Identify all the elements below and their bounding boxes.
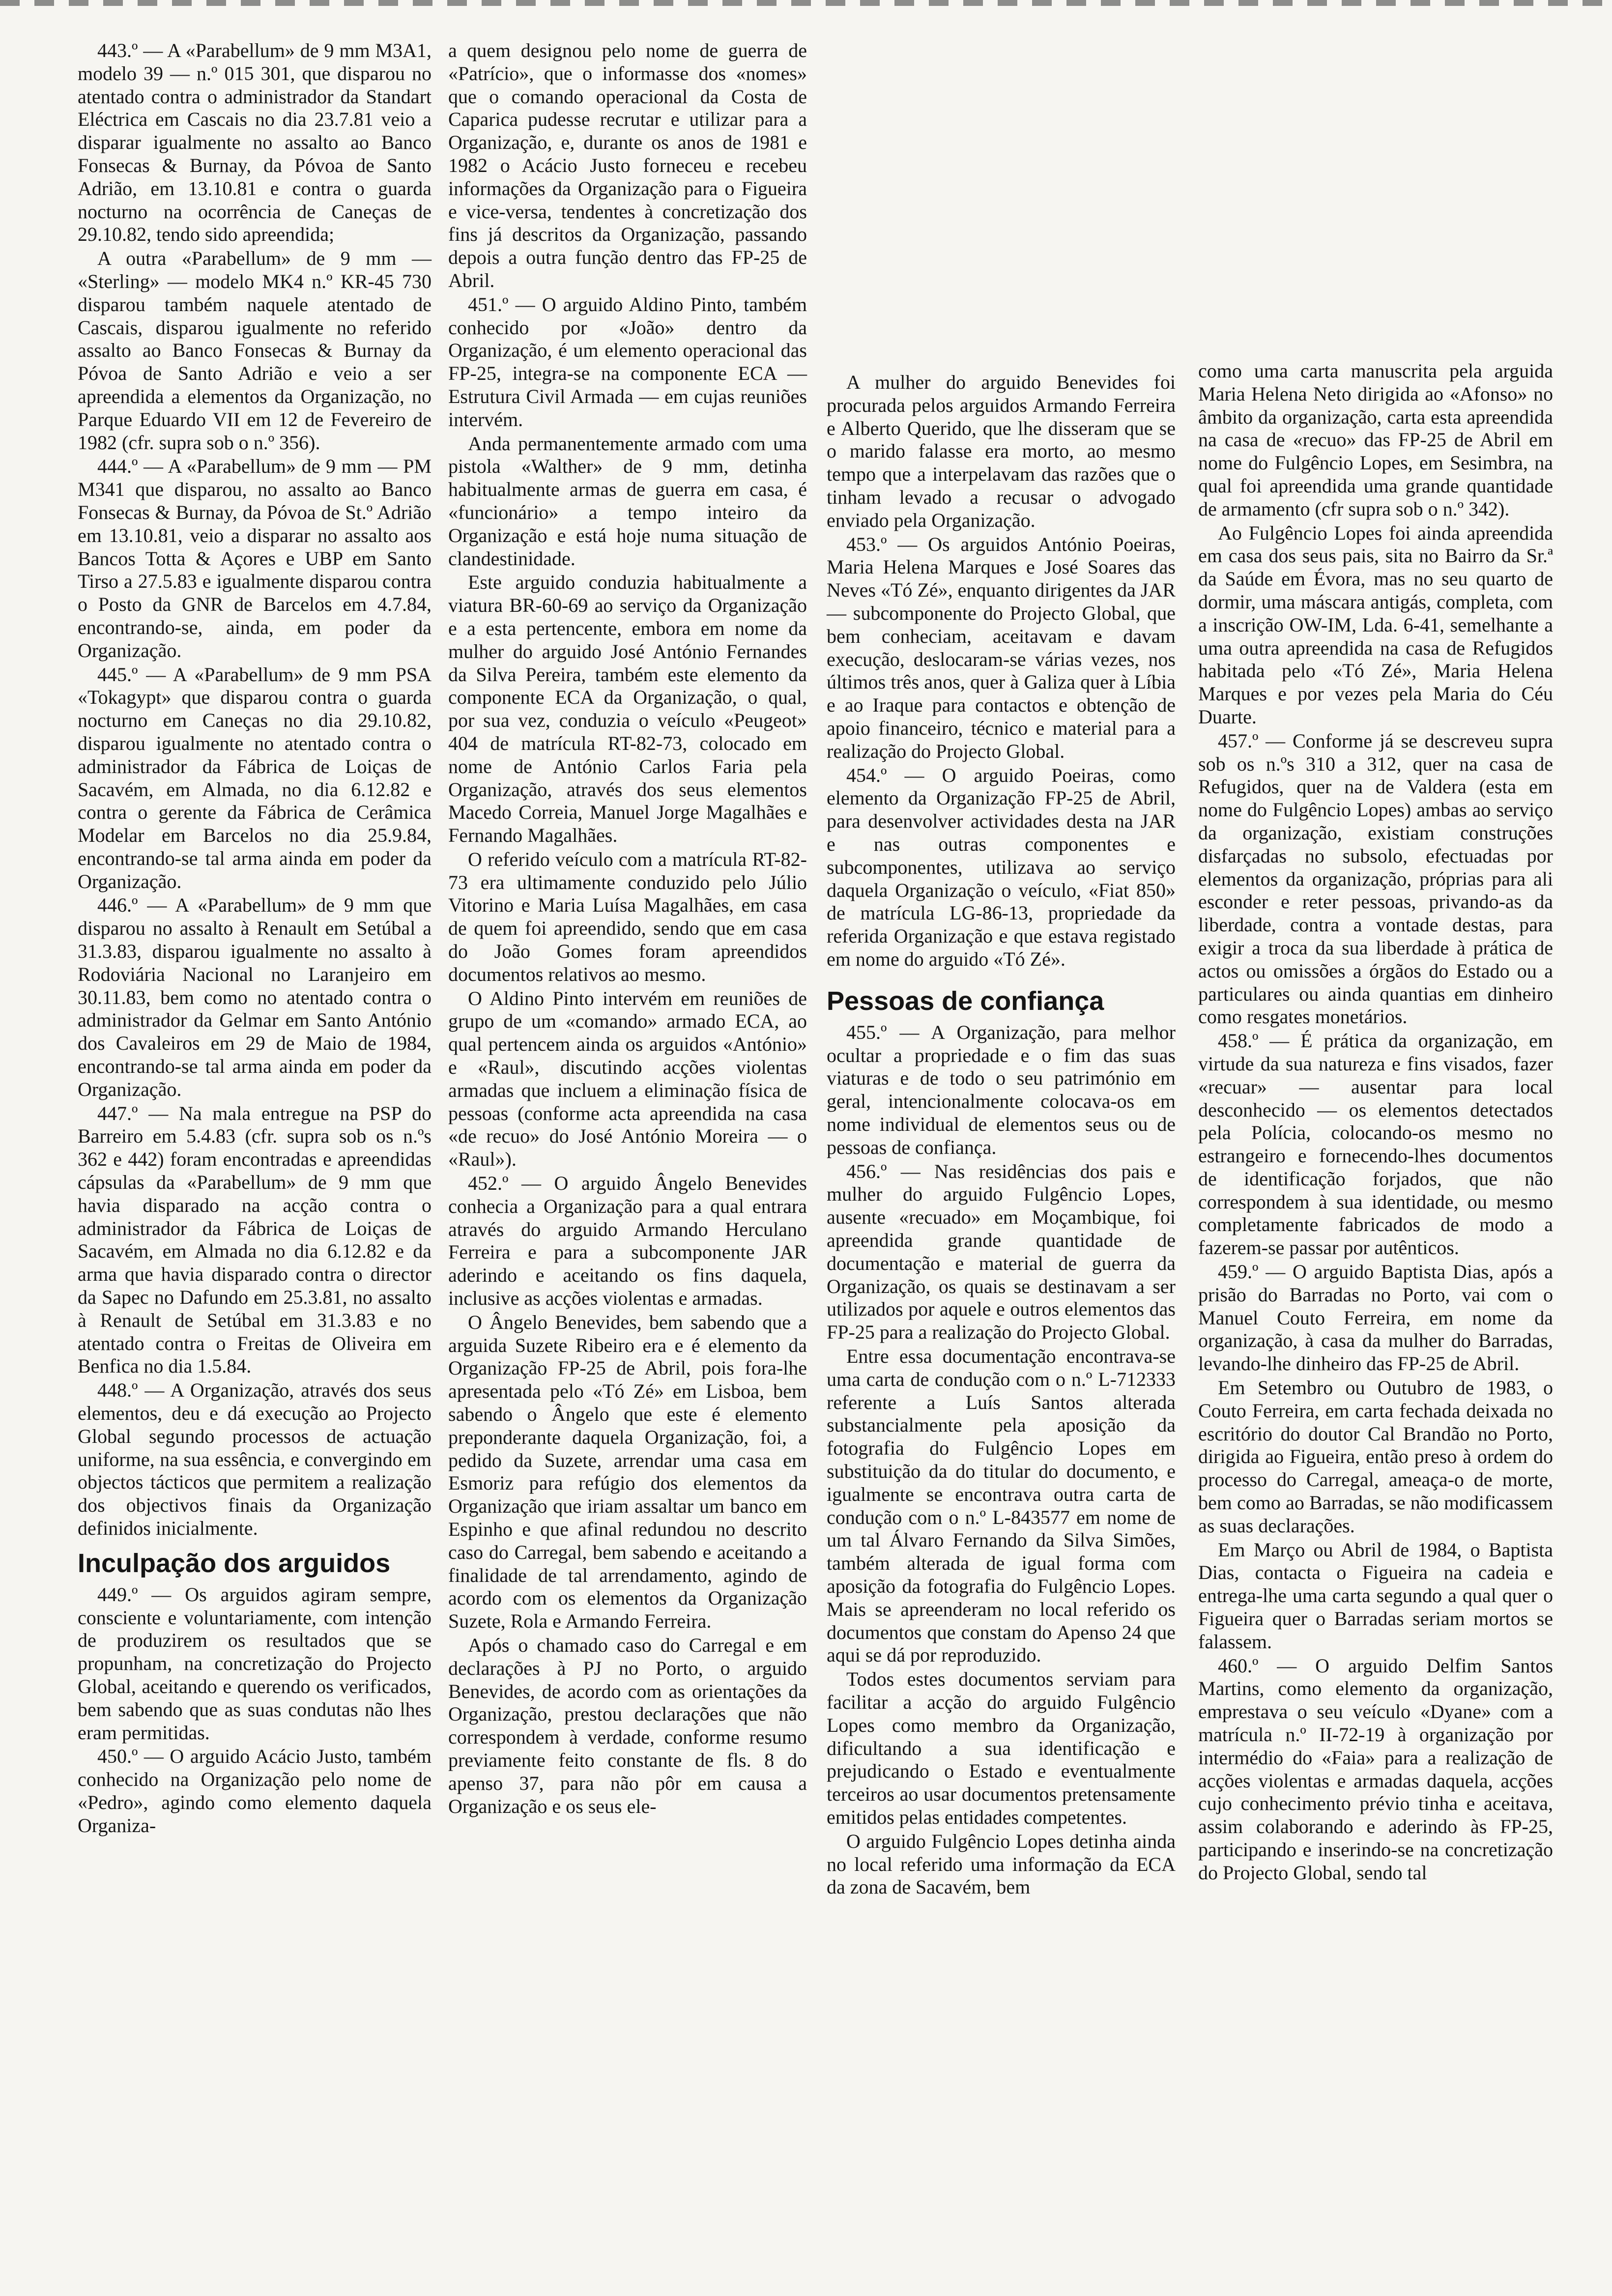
column-1 [78, 39, 432, 1837]
paragraph-456-eca: O arguido Fulgêncio Lopes detinha ainda no local referido uma informação da ECA da zona de Sacavém, bem [827, 1830, 1176, 1898]
paragraph-449: 449.º — Os arguidos agiram sempre, consciente e voluntariamente, com intenção de produzirem os resultados que se propunham, na concretização do Projecto Global, aceitando e querendo os verificados, bem sabendo que as suas condutas não lhes eram permitidas. [78, 1583, 432, 1744]
paragraph-450-continued: a quem designou pelo nome de guerra de «Patrício», que o informasse dos «nomes» que o comando operacional da Costa de Caparica pudesse recrutar e utilizar para a Organização, e, durante os anos de 1981 e 1982 o Acácio Justo forneceu e recebeu informações da Organização para o Figueira e vice-versa, tendentes à concretização dos fins já descritos da Organização, passando depois a outra função dentro das FP-25 de Abril. [448, 39, 807, 291]
paragraph-458: 458.º — É prática da organização, em virtude da sua natureza e fins visados, fazer «recuar» — ausentar para local desconhecido — os elementos detectados pela Polícia, colocando-os mesmo no estrangeiro e fornecendo-lhes documentos de identificação forjados, que não correspondem à sua identidade, ou mesmo completamente fabricados de modo a fazerem-se passar por autênticos. [1198, 1030, 1553, 1259]
paragraph-443-continued: A outra «Parabellum» de 9 mm — «Sterling» — modelo MK4 n.º KR-45 730 disparou também naquele atentado de Cascais, disparou igualmente no referido assalto ao Banco Fonsecas & Burnay da Póvoa de Santo Adrião e veio a ser apreendida a elementos da Organização, no Parque Eduardo VII em 12 de Fevereiro de 1982 (cfr. supra sob o n.º 356). [78, 247, 432, 454]
paragraph-456-mascara: Ao Fulgêncio Lopes foi ainda apreendida em casa dos seus pais, sita no Bairro da Sr.ª da Saúde em Évora, mas no seu quarto de dormir, uma máscara antigás, completa, com a inscrição OW-IM, Lda. 6-41, semelhante a uma outra apreendida na casa de Refugidos habitada pelo «Tó Zé», Maria Helena Marques e por vezes pela Maria do Céu Duarte. [1198, 521, 1553, 728]
paragraph-457: 457.º — Conforme já se descreveu supra sob os n.ºs 310 a 312, quer na casa de Refugidos, quer na de Valdera (esta em nome do Fulgêncio Lopes) ambas ao serviço da organização, existiam construções disfarçadas no subsolo, efectuadas por elementos da organização, próprias para ali esconder e reter pessoas, privando-as da liberdade, contra a vontade destas, para exigir a troca da sua liberdade à prática de actos ou omissões a órgãos do Estado ou a particulares ou ainda quantias em dinheiro como resgates monetários. [1198, 729, 1553, 1028]
paragraph-445: 445.º — A «Parabellum» de 9 mm PSA «Tokagypt» que disparou contra o guarda nocturno em Caneças no dia 29.10.82, disparou igualmente no atentado contra o administrador da Fábrica de Loiças de Sacavém, em Almada, no dia 6.12.82 e contra o gerente da Fábrica de Cerâmica Modelar em Barcelos no dia 25.9.84, encontrando-se tal arma ainda em poder da Organização. [78, 663, 432, 892]
page-top-border [0, 0, 1612, 6]
paragraph-453: 453.º — Os arguidos António Poeiras, Maria Helena Marques e José Soares das Neves «Tó Zé», enquanto dirigentes da JAR — subcomponente do Projecto Global, que bem conheciam, aceitavam e davam execução, deslocaram-se várias vezes, nos últimos três anos, quer à Galiza quer à Líbia e ao Iraque para contactos e obtenção de apoio financeiro, técnico e material para a realização do Projecto Global. [827, 533, 1176, 762]
paragraph-452-carregal: Após o chamado caso do Carregal e em declarações à PJ no Porto, o arguido Benevides, de acordo com as orientações da Organização, prestou declarações que não correspondem à verdade, conforme resumo previamente feito constante de fls. 8 do apenso 37, para não pôr em causa a Organização e os seus ele- [448, 1634, 807, 1817]
paragraph-451-matricula: O referido veículo com a matrícula RT-82-73 era ultimamente conduzido pelo Júlio Vitorino e Maria Luísa Magalhães, em casa de quem foi apreendido, sendo que em casa do João Gomes foram apreendidos documentos relativos ao mesmo. [448, 848, 807, 985]
paragraph-450: 450.º — O arguido Acácio Justo, também conhecido na Organização pelo nome de «Pedro», agindo como elemento daquela Organiza- [78, 1745, 432, 1837]
paragraph-452: 452.º — O arguido Ângelo Benevides conhecia a Organização para a qual entrara através do arguido Armando Herculano Ferreira e para a subcomponente JAR aderindo e aceitando os fins daquela, inclusive as acções violentas e armadas. [448, 1172, 807, 1310]
paragraph-443: 443.º — A «Parabellum» de 9 mm M3A1, modelo 39 — n.º 015 301, que disparou no atentado contra o administrador da Standart Eléctrica em Cascais no dia 23.7.81 veio a disparar igualmente no assalto ao Banco Fonsecas & Burnay, da Póvoa de Santo Adrião, em 13.10.81 e contra o guarda nocturno na ocorrência de Caneças de 29.10.82, tendo sido apreendida; [78, 39, 432, 246]
paragraph-456-carta: como uma carta manuscrita pela arguida Maria Helena Neto dirigida ao «Afonso» no âmbito da organização, carta esta apreendida na casa de «recuo» das FP-25 de Abril em nome do Fulgêncio Lopes, em Sesimbra, na qual foi apreendida uma grande quantidade de armamento (cfr supra sob o n.º 342). [1198, 360, 1553, 520]
paragraph-448: 448.º — A Organização, através dos seus elementos, deu e dá execução ao Projecto Global segundo processos de actuação uniforme, na sua essência, e convergindo em objectos tácticos que permitem a realização dos objectivos finais da Organização definidos inicialmente. [78, 1379, 432, 1539]
paragraph-460: 460.º — O arguido Delfim Santos Martins, como elemento da organização, emprestava o seu veículo «Dyane» com a matrícula n.º II-72-19 à organização por intermédio do «Faia» para a realização de acções violentas e armadas daquela, acções cujo conhecimento prévio tinha e aceitava, assim colaborando e aderindo às FP-25, participando e inserindo-se na concretização do Projecto Global, sendo tal [1198, 1654, 1553, 1884]
paragraph-451: 451.º — O arguido Aldino Pinto, também conhecido por «João» dentro da Organização, é um elemento operacional das FP-25, integra-se na componente ECA — Estrutura Civil Armada — em cujas reuniões intervém. [448, 293, 807, 430]
paragraph-459-baptista: Em Março ou Abril de 1984, o Baptista Dias, contacta o Figueira na cadeia e entrega-lhe uma carta segundo a qual quer o Figueira quer o Barradas seriam mortos se falassem. [1198, 1538, 1553, 1653]
column-2 [448, 39, 807, 1818]
paragraph-456-documentacao: Entre essa documentação encontrava-se uma carta de condução com o n.º L-712333 referente a Luís Santos alterada substancialmente pela aposição da fotografia do Fulgêncio Lopes em substituição da do titular do documento, e igualmente se encontrava outra carta de condução com o n.º L-843577 em nome de um tal Álvaro Fernando da Silva Simões, também alterada de igual forma com aposição da fotografia do Fulgêncio Lopes. Mais se apreenderam no local referido os documentos que constam do Apenso 24 que aqui se dá por reproduzido. [827, 1345, 1176, 1666]
paragraph-452-mulher: A mulher do arguido Benevides foi procurada pelos arguidos Armando Ferreira e Alberto Querido, que lhe disseram que se o marido falasse era morto, ao mesmo tempo que a interpelavam das razões que o tinham levado a recusar o advogado enviado pela Organização. [827, 371, 1176, 531]
column-3 [827, 371, 1176, 1899]
column-4 [1198, 360, 1553, 1885]
paragraph-459-couto: Em Setembro ou Outubro de 1983, o Couto Ferreira, em carta fechada deixada no escritório do doutor Cal Brandão no Porto, dirigida ao Figueira, então preso à ordem do processo do Carregal, ameaça-o de morte, bem como ao Barradas, se não modificassem as suas declarações. [1198, 1377, 1553, 1537]
paragraph-456: 456.º — Nas residências dos pais e mulher do arguido Fulgêncio Lopes, ausente «recuado» em Moçambique, foi apreendida grande quantidade de documentação e material de guerra da Organização, os quais se destinavam a ser utilizados por aquele e outros elementos das FP-25 para a realização do Projecto Global. [827, 1160, 1176, 1344]
paragraph-451-reunioes: O Aldino Pinto intervém em reuniões de grupo de um «comando» armado ECA, ao qual pertencem ainda os arguidos «António» e «Raul», discutindo acções violentas armadas que incluem a eliminação física de pessoas (conforme acta apreendida na casa «de recuo» do José António Moreira — o «Raul»). [448, 987, 807, 1171]
section-heading-inculpacao: Inculpação dos arguidos [78, 1548, 391, 1578]
paragraph-459: 459.º — O arguido Baptista Dias, após a prisão do Barradas no Porto, vai com o Manuel Couto Ferreira, em nome da organização, à casa da mulher do Barradas, levando-lhe dinheiro das FP-25 de Abril. [1198, 1261, 1553, 1375]
paragraph-455: 455.º — A Organização, para melhor ocultar a propriedade e o fim das suas viaturas e de todo o seu património em geral, intencionalmente colocava-os em nome individual de elementos seus ou de pessoas de confiança. [827, 1021, 1176, 1158]
paragraph-456-documentos: Todos estes documentos serviam para facilitar a acção do arguido Fulgêncio Lopes como membro da Organização, dificultando a sua identificação e prejudicando o Estado e eventualmente terceiros ao usar documentos pretensamente emitidos pelas entidades competentes. [827, 1668, 1176, 1828]
paragraph-444: 444.º — A «Parabellum» de 9 mm — PM M341 que disparou, no assalto ao Banco Fonsecas & Burnay, da Póvoa de St.º Adrião em 13.10.81, veio a disparar no assalto aos Bancos Totta & Açores e UBP em Santo Tirso a 27.5.83 e igualmente disparou contra o Posto da GNR de Barcelos em 4.7.84, encontrando-se, ainda, em poder da Organização. [78, 455, 432, 661]
paragraph-451-armed: Anda permanentemente armado com uma pistola «Walther» de 9 mm, detinha habitualmente armas de guerra em casa, é «funcionário» a tempo inteiro da Organização e está hoje numa situação de clandestinidade. [448, 432, 807, 570]
paragraph-451-vehicle: Este arguido conduzia habitualmente a viatura BR-60-69 ao serviço da Organização e a esta pertencente, embora em nome da mulher do arguido José António Fernandes da Silva Pereira, também este elemento da componente ECA da Organização, o qual, por sua vez, conduzia o veículo «Peugeot» 404 de matrícula RT-82-73, colocado em nome de António Carlos Faria pela Organização, através dos seus elementos Macedo Correia, Manuel Jorge Magalhães e Fernando Magalhães. [448, 571, 807, 847]
paragraph-452-esmoriz: O Ângelo Benevides, bem sabendo que a arguida Suzete Ribeiro era e é elemento da Organização FP-25 de Abril, pois fora-lhe apresentada pelo «Tó Zé» em Lisboa, bem sabendo o Ângelo que este é elemento preponderante daquela Organização, foi, a pedido da Suzete, arrendar uma casa em Esmoriz para refúgio dos elementos da Organização que iriam assaltar um banco em Espinho e que afinal redundou no descrito caso do Carregal, bem sabendo e aceitando a finalidade de tal arrendamento, agindo de acordo com os elementos da Organização Suzete, Rola e Armando Ferreira. [448, 1311, 807, 1633]
paragraph-447: 447.º — Na mala entregue na PSP do Barreiro em 5.4.83 (cfr. supra sob os n.ºs 362 e 442) foram encontradas e apreendidas cápsulas da «Parabellum» de 9 mm que havia disparado na acção contra o administrador da Fábrica de Loiças de Sacavém, em Almada no dia 6.12.82 e da arma que havia disparado contra o director da Sapec no Dafundo em 25.3.81, no assalto à Renault de Setúbal em 31.3.83 e no atentado contra o Freitas de Oliveira em Benfica no dia 1.5.84. [78, 1102, 432, 1378]
paragraph-446: 446.º — A «Parabellum» de 9 mm que disparou no assalto à Renault em Setúbal a 31.3.83, disparou igualmente no assalto à Rodoviária Nacional no Laranjeiro em 30.11.83, bem como no atentado contra o administrador da Gelmar em Santo António dos Cavaleiros em 29 de Maio de 1984, encontrando-se tal arma ainda em poder da Organização. [78, 894, 432, 1100]
paragraph-454: 454.º — O arguido Poeiras, como elemento da Organização FP-25 de Abril, para desenvolver actividades desta na JAR e nas outras componentes e subcomponentes, utilizava ao serviço daquela Organização o veículo, «Fiat 850» de matrícula LG-86-13, propriedade da referida Organização e que estava registado em nome do arguido «Tó Zé». [827, 764, 1176, 970]
section-heading-pessoas-de-confianca: Pessoas de confiança [827, 986, 1104, 1016]
